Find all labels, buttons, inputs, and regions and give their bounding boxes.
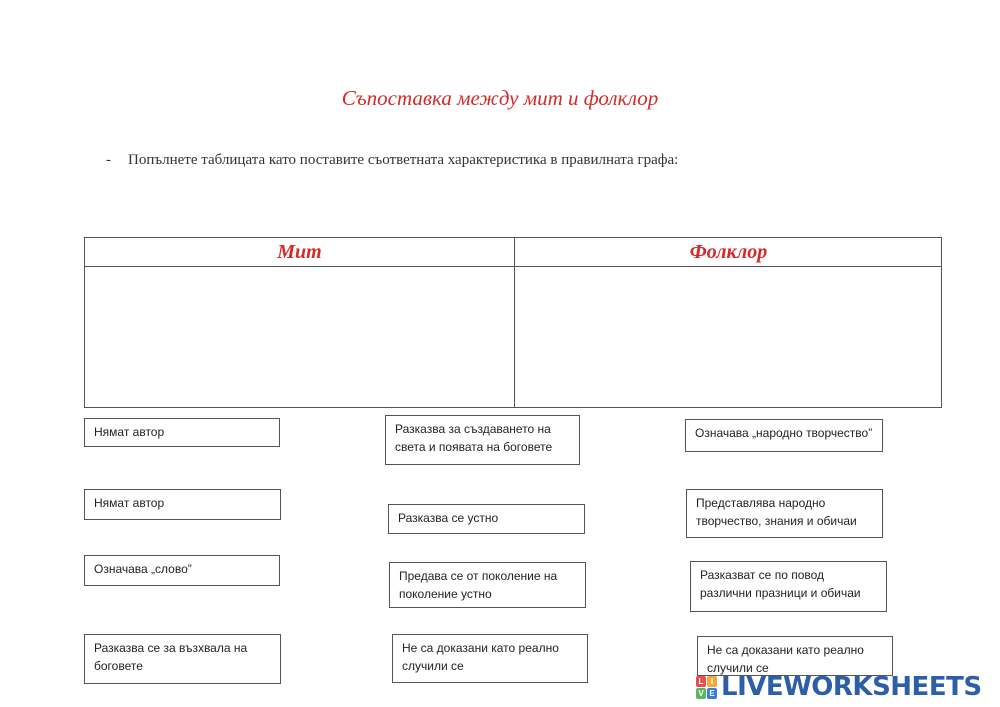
answer-card[interactable]: Разказват се по повод различни празници и обичаи — [690, 561, 887, 612]
instruction-text — [106, 152, 678, 169]
drop-zone-folklore[interactable] — [515, 267, 941, 407]
answer-card[interactable]: Разказва се устно — [388, 504, 585, 534]
answer-card[interactable]: Разказва за създаването на света и появата на боговете — [385, 415, 580, 465]
answer-card[interactable]: Представлява народно творчество, знания и обичаи — [686, 489, 883, 538]
instruction-bullet: - — [106, 152, 111, 168]
logo-badge-letter: I — [707, 676, 717, 687]
answer-card[interactable]: Предава се от поколение на поколение устно — [389, 562, 586, 608]
answer-card[interactable]: Разказва се за възхвала на боговете — [84, 634, 281, 684]
logo-badge-letter: V — [696, 688, 706, 699]
answer-card[interactable]: Нямат автор — [84, 489, 281, 520]
answer-card[interactable]: Не са доказани като реално случили се — [697, 636, 893, 676]
answer-card[interactable]: Означава „народно творчество” — [685, 419, 883, 452]
drop-zone-myth[interactable] — [85, 267, 514, 407]
logo-badge-letter: L — [696, 676, 706, 687]
answer-card[interactable]: Не са доказани като реално случили се — [392, 634, 588, 683]
instruction-label: Попълнете таблицата като поставите съответната характеристика в правилната графа: — [128, 152, 679, 168]
logo-badge-letter: E — [707, 688, 717, 699]
sorting-table — [84, 237, 942, 408]
liveworksheets-logo — [696, 670, 982, 704]
logo-wordmark: LIVEWORKSHEETS — [721, 672, 982, 702]
logo-badge — [696, 676, 717, 699]
answer-card[interactable]: Нямат автор — [84, 418, 280, 447]
worksheet-title: Съпоставка между мит и фолклор — [341, 86, 659, 110]
column-header-myth: Мит — [277, 241, 322, 263]
answer-card[interactable]: Означава „слово” — [84, 555, 280, 586]
column-header-folklore: Фолклор — [689, 241, 768, 263]
